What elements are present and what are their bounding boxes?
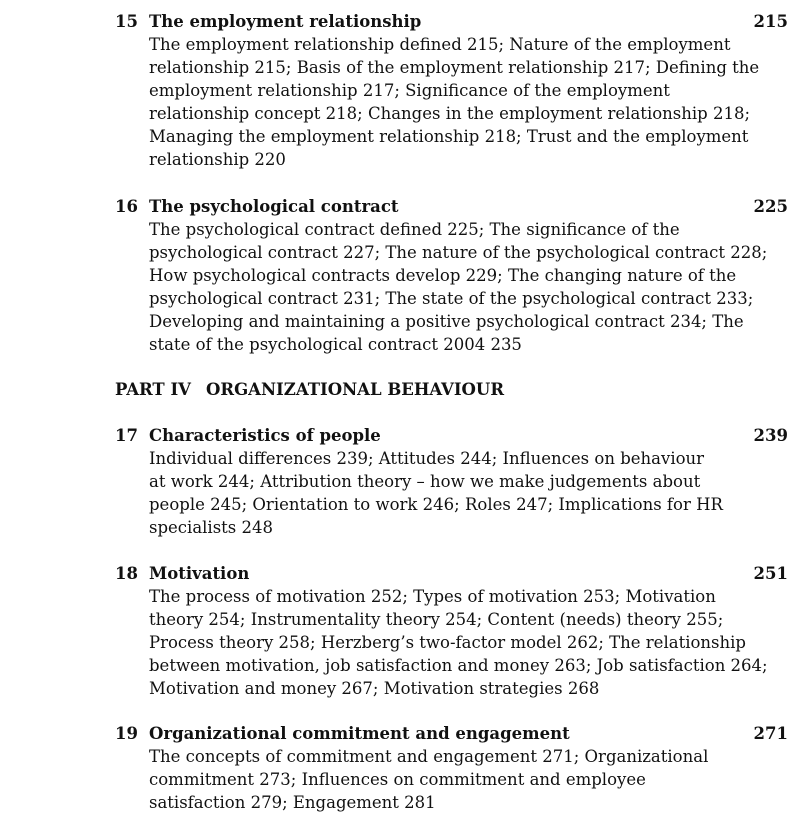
contents-line: state of the psychological contract 2004 235 (149, 335, 522, 354)
toc-entry-chapter-17 (115, 424, 788, 539)
toc-entry-chapter-16 (115, 195, 788, 356)
chapter-heading (115, 722, 788, 745)
contents-line: relationship concept 218; Changes in the employment relationship 218; (149, 104, 751, 123)
chapter-contents (149, 447, 788, 539)
contents-line: The employment relationship defined 215; Nature of the employment (149, 35, 731, 54)
contents-line: commitment 273; Influences on commitment and employee (149, 770, 646, 789)
contents-line: employment relationship 217; Significance of the employment (149, 81, 670, 100)
contents-line: psychological contract 231; The state of the psychological contract 233; (149, 289, 754, 308)
chapter-page-number: 251 (753, 564, 788, 583)
chapter-number: 17 (115, 426, 138, 445)
chapter-title: Organizational commitment and engagement (149, 724, 570, 743)
contents-line: How psychological contracts develop 229; The changing nature of the (149, 266, 737, 285)
contents-line: Managing the employment relationship 218; Trust and the employment (149, 127, 749, 146)
contents-line: Process theory 258; Herzberg’s two-factor model 262; The relationship (149, 633, 746, 652)
contents-line: theory 254; Instrumentality theory 254; Content (needs) theory 255; (149, 610, 724, 629)
chapter-contents (149, 745, 788, 814)
chapter-contents (149, 585, 788, 700)
contents-line: relationship 215; Basis of the employment relationship 217; Defining the (149, 58, 760, 77)
contents-line: Developing and maintaining a positive psychological contract 234; The (149, 312, 744, 331)
contents-line: The process of motivation 252; Types of motivation 253; Motivation (149, 587, 716, 606)
contents-line: people 245; Orientation to work 246; Roles 247; Implications for HR (149, 495, 723, 514)
toc-entry-chapter-15 (115, 10, 788, 171)
contents-line: relationship 220 (149, 150, 286, 169)
chapter-number: 16 (115, 197, 138, 216)
chapter-title: Motivation (149, 564, 250, 583)
chapter-title: The psychological contract (149, 197, 399, 216)
contents-line: specialists 248 (149, 518, 274, 537)
chapter-heading (115, 10, 788, 33)
contents-line: psychological contract 227; The nature of the psychological contract 228; (149, 243, 768, 262)
contents-line: The concepts of commitment and engagement 271; Organizational (149, 747, 709, 766)
chapter-heading (115, 195, 788, 218)
contents-line: Motivation and money 267; Motivation strategies 268 (149, 679, 600, 698)
chapter-number: 15 (115, 12, 138, 31)
toc-entry-chapter-19 (115, 722, 788, 814)
chapter-page-number: 225 (753, 197, 788, 216)
contents-line: between motivation, job satisfaction and money 263; Job satisfaction 264; (149, 656, 768, 675)
chapter-contents (149, 33, 788, 171)
chapter-heading (115, 562, 788, 585)
chapter-page-number: 215 (753, 12, 788, 31)
toc-entry-chapter-18 (115, 562, 788, 700)
chapter-title: The employment relationship (149, 12, 422, 31)
contents-line: at work 244; Attribution theory – how we make judgements about (149, 472, 701, 491)
part-heading (115, 378, 504, 401)
chapter-contents (149, 218, 788, 356)
contents-line: The psychological contract defined 225; The significance of the (149, 220, 680, 239)
chapter-number: 18 (115, 564, 138, 583)
contents-line: Individual differences 239; Attitudes 244; Influences on behaviour (149, 449, 705, 468)
chapter-number: 19 (115, 724, 138, 743)
part-label: PART IV (115, 380, 191, 399)
chapter-title: Characteristics of people (149, 426, 381, 445)
part-title: ORGANIZATIONAL BEHAVIOUR (206, 380, 505, 399)
contents-line: satisfaction 279; Engagement 281 (149, 793, 436, 812)
chapter-page-number: 239 (753, 426, 788, 445)
chapter-heading (115, 424, 788, 447)
chapter-page-number: 271 (753, 724, 788, 743)
